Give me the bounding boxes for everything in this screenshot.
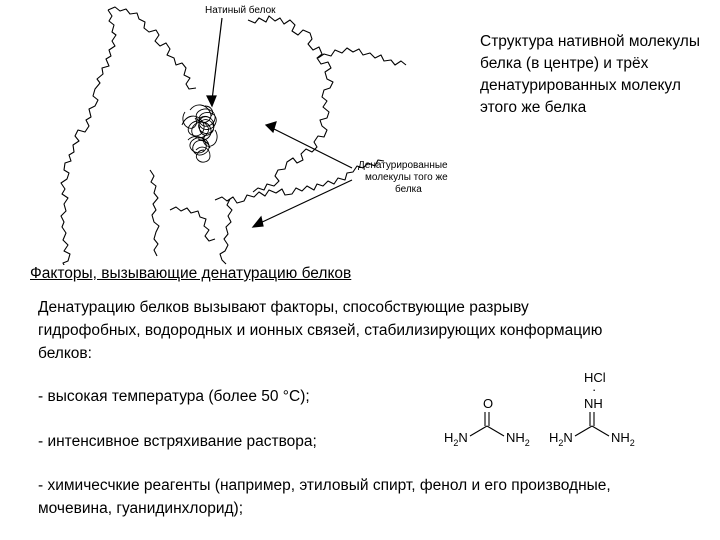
denatured-chain-1-branch: [108, 7, 196, 89]
factor-chemicals: - химичесчкие реагенты (например, этиловый спирт, фенол и его производные, мочевина, гуанидинхлорид);: [38, 477, 611, 517]
urea-structure: [444, 396, 530, 448]
svg-text:NH: NH: [584, 396, 603, 411]
denatured-arrow-1: [272, 128, 352, 168]
denatured-chain-5: [170, 207, 215, 241]
svg-text:NH2: $NH_2$: [611, 430, 635, 448]
denatured-label-line-3: белка: [395, 184, 422, 195]
svg-text:NH2: $NH_2$: [506, 430, 530, 448]
denatured-chain-2: [248, 16, 333, 192]
denatured-chain-2-tail: [318, 48, 406, 65]
factor-shaking: - интенсивное встряхивание раствора;: [38, 433, 317, 450]
svg-text:H2N: $H_2N$: [444, 430, 468, 448]
denatured-chain-4: [150, 170, 159, 256]
denatured-label-line-1: Денатурированные: [358, 160, 448, 171]
denatured-label-line-2: молекулы того же: [365, 172, 448, 183]
denatured-arrow-2: [258, 180, 352, 224]
svg-text:·: ·: [592, 382, 597, 397]
urea-oxygen: O: [483, 396, 494, 411]
native-protein-globule: [182, 105, 217, 162]
intro-paragraph: Денатурацию белков вызывают факторы, способствующие разрыву гидрофобных, водородных и ионных связей, стабилизирующих конформацию белков:: [38, 299, 603, 362]
chemical-structures: [440, 360, 710, 460]
factor-temperature: - высокая температура (более 50 °С);: [38, 388, 310, 405]
native-protein-label: Натиный белок: [205, 5, 276, 16]
section-heading: Факторы, вызывающие денатурацию белков: [30, 265, 355, 283]
hcl-label: HCl: [584, 370, 606, 385]
denatured-chain-3-drop: [220, 199, 232, 264]
figure-caption: Структура нативной молекулы белка (в центре) и трёх денатурированных молекул этого же белка: [480, 33, 700, 116]
native-arrow: [212, 18, 222, 100]
svg-text:H2N: $H_2N$: [549, 430, 573, 448]
guanidine-hydrochloride-structure: [549, 370, 635, 448]
protein-denaturation-figure: [0, 0, 475, 275]
denatured-chain-1: [61, 10, 116, 269]
